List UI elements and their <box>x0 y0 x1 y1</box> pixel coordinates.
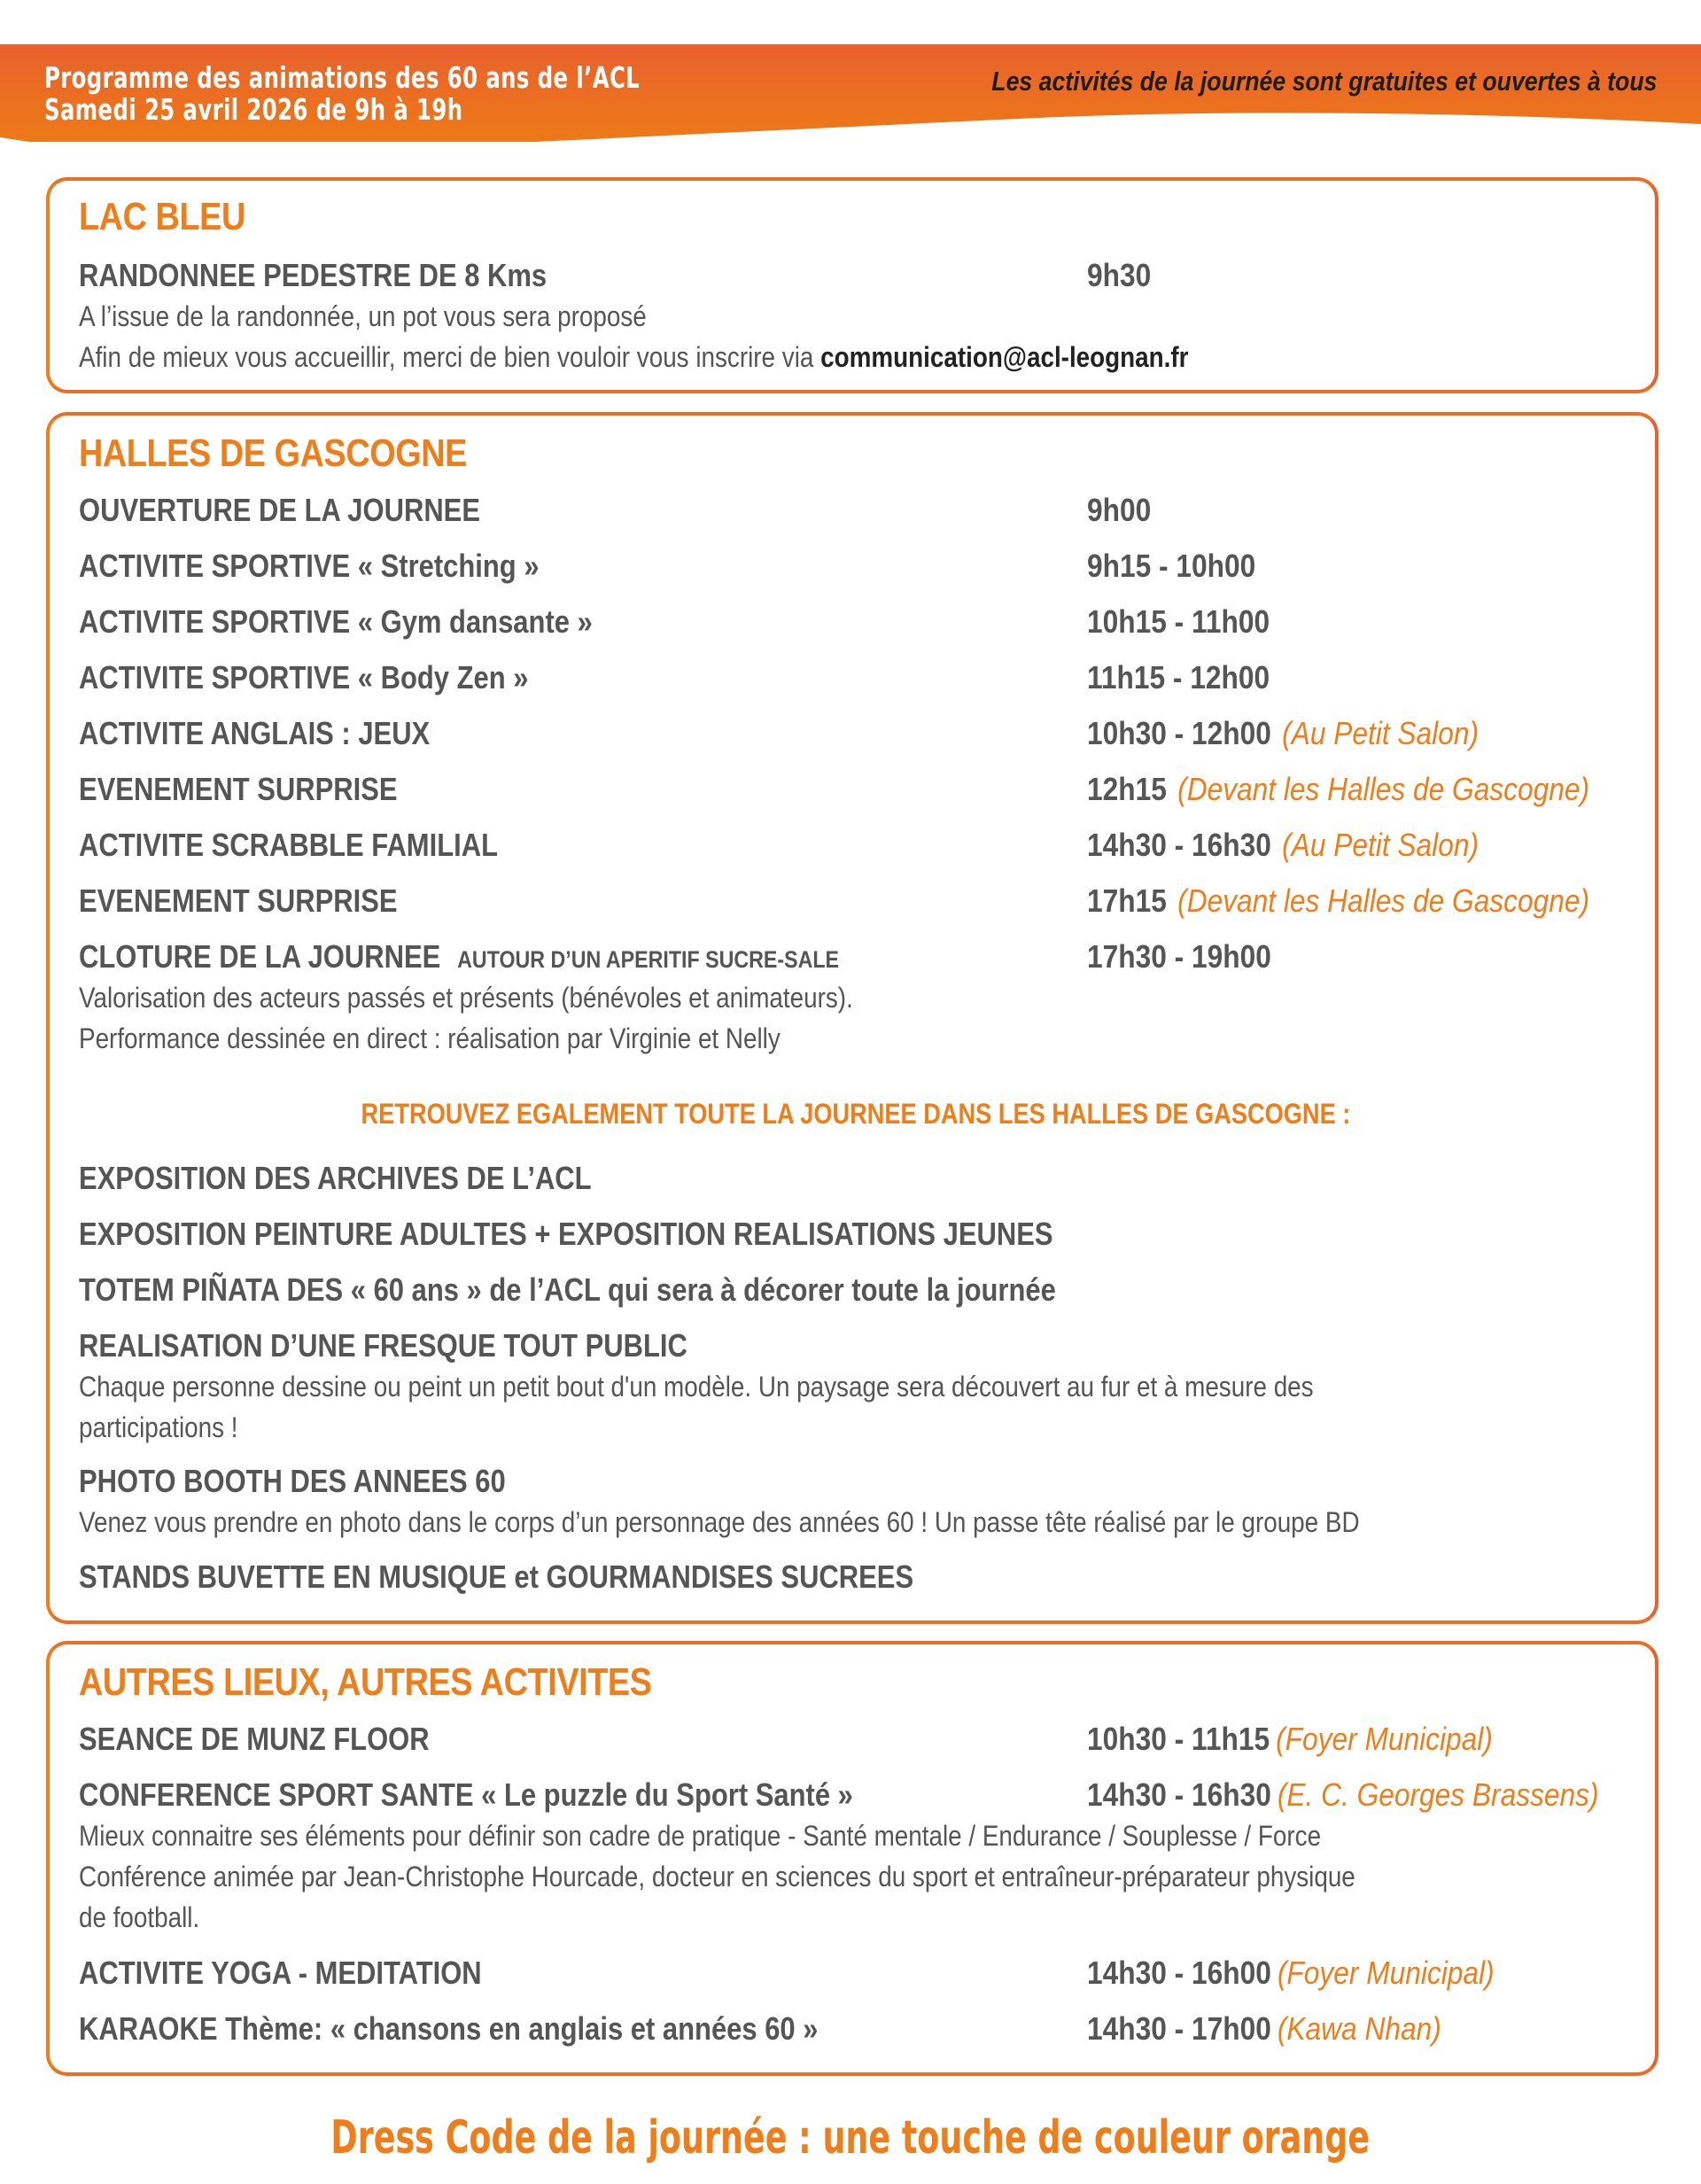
schedule-row <box>79 882 1646 921</box>
activity-time: 10h30 - 12h00 (Au Petit Salon) <box>1087 715 1480 751</box>
activity-location: (Au Petit Salon) <box>1282 715 1480 751</box>
all-day-item-title: EXPOSITION PEINTURE ADULTES + EXPOSITION REALISATIONS JEUNES <box>79 1216 1053 1252</box>
activity-name: ACTIVITE ANGLAIS : JEUX <box>79 715 431 751</box>
programme-title-line2: Samedi 25 avril 2026 de 9h à 19h <box>44 92 463 127</box>
section-lac-bleu <box>46 177 1658 393</box>
activity-description: A l’issue de la randonnée, un pot vous sera proposé <box>79 300 647 332</box>
all-day-item <box>79 1558 1646 1597</box>
all-day-heading: RETROUVEZ EGALEMENT TOUTE LA JOURNEE DANS LES HALLES DE GASCOGNE : <box>361 1098 1351 1130</box>
all-day-item-title: TOTEM PIÑATA DES « 60 ans » de l’ACL qui sera à décorer toute la journée <box>79 1271 1056 1308</box>
activity-name: SEANCE DE MUNZ FLOOR <box>79 1721 430 1757</box>
all-day-item-title: REALISATION D’UNE FRESQUE TOUT PUBLIC <box>79 1327 687 1364</box>
activity-name: RANDONNEE PEDESTRE DE 8 Kms <box>79 257 548 293</box>
activity-name: CLOTURE DE LA JOURNEE AUTOUR D’UN APERITIF SUCRE-SALE <box>79 938 840 975</box>
activity-time: 14h30 - 17h00 (Kawa Nhan) <box>1087 2010 1441 2047</box>
activity-name: ACTIVITE YOGA - MEDITATION <box>79 1955 482 1991</box>
schedule-row <box>79 603 1646 642</box>
activity-name: EVENEMENT SURPRISE <box>79 771 398 807</box>
programme-title-line1: Programme des animations des 60 ans de l’ACL <box>44 60 641 95</box>
registration-note: Afin de mieux vous accueillir, merci de bien vouloir vous inscrire via communication@acl-leognan.fr <box>79 341 1189 373</box>
activity-time: 9h15 - 10h00 <box>1087 548 1256 584</box>
schedule-row <box>79 1721 1646 1760</box>
activity-name: ACTIVITE SCRABBLE FAMILIAL <box>79 827 498 863</box>
header-banner <box>0 0 1701 142</box>
all-day-item <box>79 1463 1646 1502</box>
conference-description: de football. <box>79 1901 200 1933</box>
activity-location: (Au Petit Salon) <box>1282 827 1480 863</box>
schedule-row <box>79 827 1646 866</box>
all-day-item-title: EXPOSITION DES ARCHIVES DE L’ACL <box>79 1160 592 1196</box>
activity-name: ACTIVITE SPORTIVE « Stretching » <box>79 548 540 584</box>
contact-email-link[interactable]: communication@acl-leognan.fr <box>820 341 1189 373</box>
activity-location: (Foyer Municipal) <box>1276 1721 1493 1757</box>
activity-location: (Foyer Municipal) <box>1277 1955 1495 1991</box>
schedule-row <box>79 1776 1646 1815</box>
activity-location: (Devant les Halles de Gascogne) <box>1177 771 1590 807</box>
all-day-item <box>79 1160 1646 1199</box>
activity-time: 9h30 <box>1087 257 1152 293</box>
closing-description: Performance dessinée en direct : réalisation par Virginie et Nelly <box>79 1022 781 1054</box>
activity-location: (Devant les Halles de Gascogne) <box>1177 882 1590 919</box>
schedule-row <box>79 659 1646 698</box>
activity-time: 11h15 - 12h00 <box>1087 659 1270 696</box>
schedule-row <box>79 938 1646 977</box>
activity-subtitle: AUTOUR D’UN APERITIF SUCRE-SALE <box>457 946 840 973</box>
activity-time: 14h30 - 16h30 (E. C. Georges Brassens) <box>1087 1776 1599 1813</box>
activity-name: ACTIVITE SPORTIVE « Body Zen » <box>79 659 529 696</box>
all-day-item-description: participations ! <box>79 1411 238 1443</box>
schedule-row <box>79 492 1646 531</box>
activity-name: CONFERENCE SPORT SANTE « Le puzzle du Sport Santé » <box>79 1776 853 1813</box>
activity-time: 14h30 - 16h00 (Foyer Municipal) <box>1087 1955 1495 1991</box>
activity-time: 12h15 (Devant les Halles de Gascogne) <box>1087 771 1590 807</box>
section-halles-de-gascogne <box>46 412 1658 1624</box>
all-day-item-description: Venez vous prendre en photo dans le corps d’un personnage des années 60 ! Un passe tête réalisé par le groupe BD <box>79 1506 1360 1538</box>
conference-description: Conférence animée par Jean-Christophe Hourcade, docteur en sciences du sport et entraîneur-préparateur physique <box>79 1861 1355 1893</box>
conference-description: Mieux connaitre ses éléments pour définir son cadre de pratique - Santé mentale / Endurance / Souplesse / Force <box>79 1820 1322 1852</box>
activity-time: 10h15 - 11h00 <box>1087 603 1270 640</box>
activity-name: KARAOKE Thème: « chansons en anglais et années 60 » <box>79 2010 819 2047</box>
all-day-item <box>79 1216 1646 1255</box>
activity-name: EVENEMENT SURPRISE <box>79 882 398 919</box>
free-activities-tagline: Les activités de la journée sont gratuites et ouvertes à tous <box>990 66 1657 97</box>
all-day-item-title: PHOTO BOOTH DES ANNEES 60 <box>79 1463 506 1499</box>
activity-name: ACTIVITE SPORTIVE « Gym dansante » <box>79 603 593 640</box>
activity-name: OUVERTURE DE LA JOURNEE <box>79 492 480 528</box>
section-title: HALLES DE GASCOGNE <box>79 431 467 475</box>
schedule-row <box>79 548 1646 587</box>
schedule-row <box>79 2010 1646 2049</box>
all-day-item-description: Chaque personne dessine ou peint un petit bout d'un modèle. Un paysage sera découvert au fur et à mesure des <box>79 1371 1314 1403</box>
section-title: LAC BLEU <box>79 195 245 238</box>
section-title: AUTRES LIEUX, AUTRES ACTIVITES <box>79 1660 652 1704</box>
activity-location: (Kawa Nhan) <box>1277 2010 1441 2047</box>
dress-code-footer: Dress Code de la journée : une touche de couleur orange <box>330 2111 1371 2165</box>
all-day-item <box>79 1271 1646 1310</box>
all-day-item <box>79 1327 1646 1366</box>
activity-time: 10h30 - 11h15 (Foyer Municipal) <box>1087 1721 1493 1757</box>
schedule-row <box>79 715 1646 754</box>
section-autres-lieux <box>46 1641 1658 2076</box>
activity-time: 14h30 - 16h30 (Au Petit Salon) <box>1087 827 1480 863</box>
schedule-row <box>79 257 1646 296</box>
activity-location: (E. C. Georges Brassens) <box>1277 1776 1599 1813</box>
schedule-row <box>79 1955 1646 1994</box>
activity-time: 9h00 <box>1087 492 1152 528</box>
programme-title <box>44 62 640 126</box>
activity-time: 17h30 - 19h00 <box>1087 938 1271 975</box>
closing-description: Valorisation des acteurs passés et présents (bénévoles et animateurs). <box>79 982 853 1014</box>
all-day-item-title: STANDS BUVETTE EN MUSIQUE et GOURMANDISES SUCREES <box>79 1558 914 1595</box>
activity-time: 17h15 (Devant les Halles de Gascogne) <box>1087 882 1590 919</box>
schedule-row <box>79 771 1646 810</box>
